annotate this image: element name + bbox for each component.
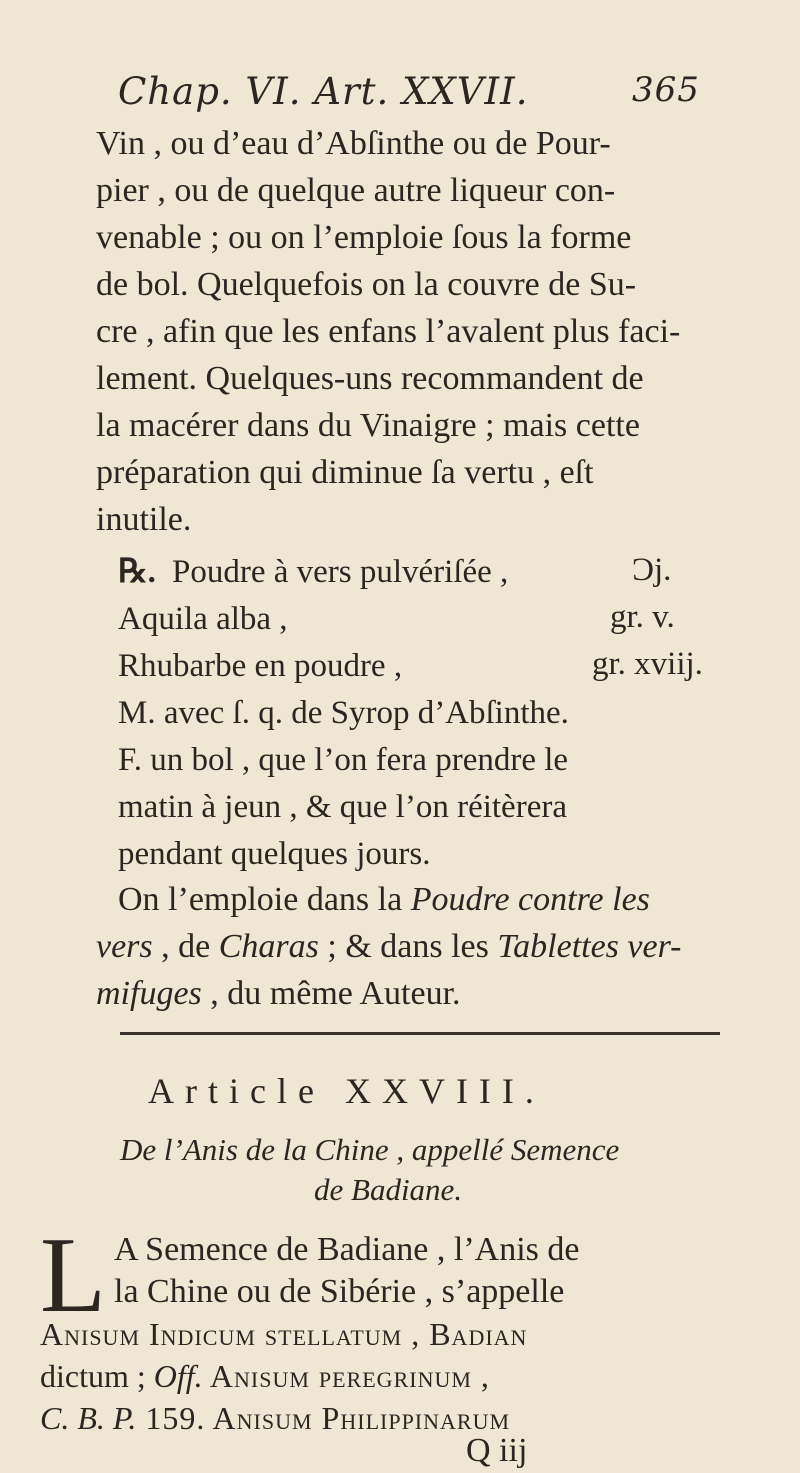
- text-run: , du même Auteur.: [201, 975, 461, 1012]
- recipe-instruction: M. avec ſ. q. de Syrop d’Abſinthe.: [118, 695, 569, 731]
- text-line: Anisum Indicum stellatum , Badian: [40, 1316, 528, 1352]
- text-line: la Chine ou de Sibérie , s’appelle: [114, 1273, 565, 1310]
- text-line: de bol. Quelquefois on la couvre de Su-: [96, 266, 637, 303]
- text-line: inutile.: [96, 501, 192, 538]
- italic-title: mifuges: [96, 975, 202, 1012]
- running-header: [118, 70, 718, 113]
- recipe-instruction: matin à jeun , & que l’on réitèrera: [118, 789, 567, 825]
- article-subtitle: de Badiane.: [314, 1172, 463, 1207]
- recipe-ingredient: Rhubarbe en poudre ,: [118, 648, 403, 684]
- section-divider: [120, 1032, 720, 1035]
- recipe-ingredient: Poudre à vers pulvériſée ,: [172, 554, 509, 590]
- recipe-dose: gr. v.: [610, 599, 675, 635]
- recipe-symbol: ℞.: [118, 554, 156, 590]
- abbreviation: Off.: [153, 1358, 203, 1394]
- text-run: , de: [152, 928, 219, 965]
- text-line: [118, 880, 650, 920]
- text-line: Vin , ou d’eau d’Abſinthe ou de Pour-: [96, 125, 611, 162]
- text-run: On l’emploie dans la: [118, 881, 411, 918]
- text-run: ; & dans les: [318, 928, 498, 965]
- recipe-ingredient: Aquila alba ,: [118, 601, 288, 637]
- author-name: Charas: [218, 928, 319, 965]
- text-line: pier , ou de quelque autre liqueur con-: [96, 172, 616, 209]
- italic-title: vers: [96, 928, 153, 965]
- drop-cap: L: [40, 1216, 106, 1335]
- article-subtitle: De l’Anis de la Chine , appellé Semence: [120, 1132, 620, 1167]
- text-line: [96, 927, 681, 967]
- text-line: [40, 1398, 510, 1438]
- signature-mark: Q iij: [466, 1432, 528, 1469]
- text-line: la macérer dans du Vinaigre ; mais cette: [96, 407, 640, 444]
- running-title: Chap. VI. Art. XXVII.: [118, 70, 529, 113]
- text-run: 159. Anisum Philippinarum: [136, 1400, 511, 1436]
- text-line: [96, 974, 461, 1014]
- text-line: A Semence de Badiane , l’Anis de: [114, 1231, 580, 1268]
- text-line: venable ; ou on l’emploie ſous la forme: [96, 219, 632, 256]
- recipe-dose: gr. xviij.: [592, 646, 703, 682]
- abbreviation: C. B. P.: [40, 1400, 137, 1436]
- page-number: 365: [632, 70, 700, 110]
- text-line: cre , afin que les enfans l’avalent plus faci-: [96, 313, 681, 350]
- italic-title: Poudre contre les: [410, 881, 650, 918]
- text-line: lement. Quelques-uns recommandent de: [96, 360, 644, 397]
- recipe-instruction: F. un bol , que l’on fera prendre le: [118, 742, 569, 778]
- text-run: dictum ;: [40, 1358, 154, 1394]
- recipe-instruction: pendant quelques jours.: [118, 836, 431, 872]
- text-line: [40, 1356, 490, 1396]
- article-title: Article XXVIII.: [148, 1071, 545, 1111]
- recipe-dose: Ɔj.: [632, 552, 672, 588]
- text-line: préparation qui diminue ſa vertu , eſt: [96, 454, 594, 491]
- text-run: Anisum peregrinum ,: [202, 1358, 490, 1394]
- italic-title: Tablettes ver-: [497, 928, 682, 965]
